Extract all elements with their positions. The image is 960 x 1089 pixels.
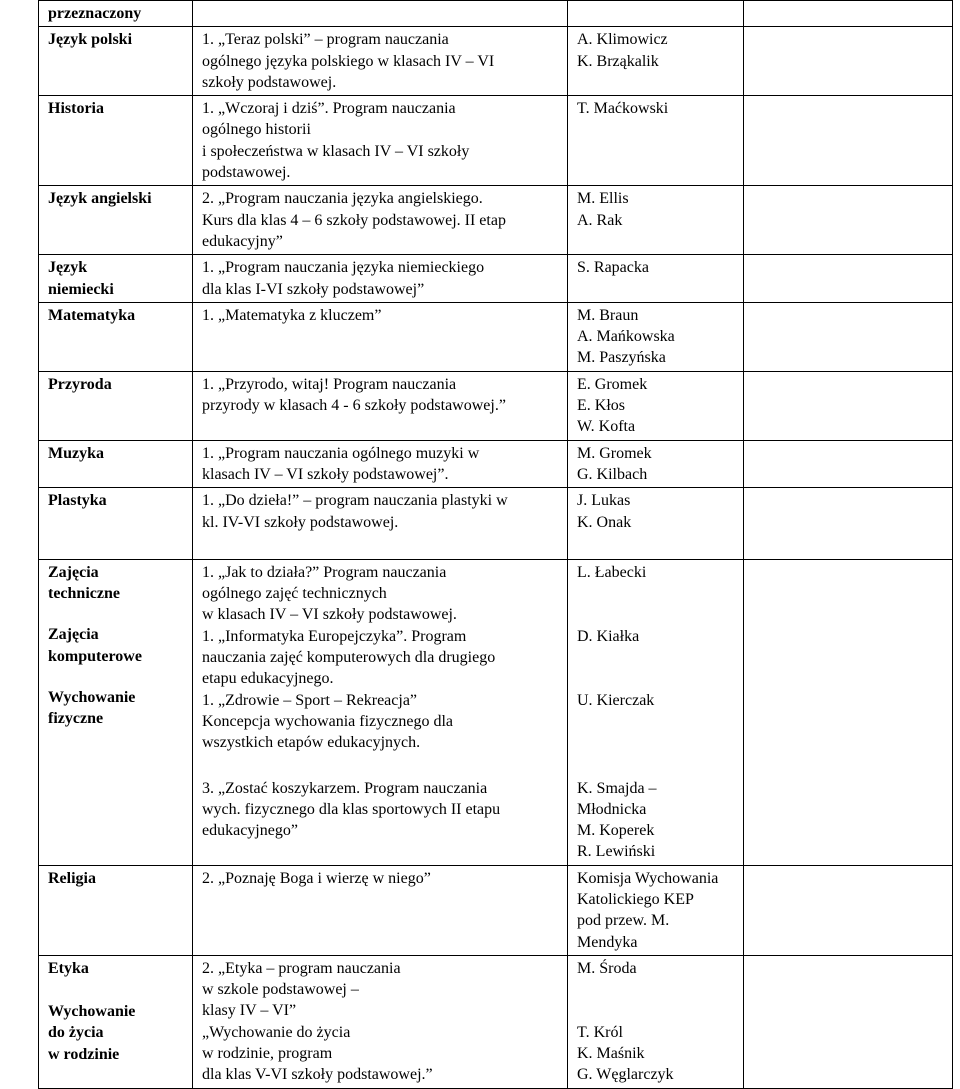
subject-cell: Język polski <box>39 27 193 96</box>
authors-cell: Komisja Wychowania Katolickiego KEP pod przew. M. Mendyka <box>568 865 744 955</box>
authors-cell: E. Gromek E. Kłos W. Kofta <box>568 371 744 440</box>
table-row <box>39 865 953 955</box>
table-row <box>39 371 953 440</box>
program-cell: 2. „Poznaję Boga i wierzę w niego” <box>193 865 568 955</box>
program-cell: 2. „Program nauczania języka angielskiego. Kurs dla klas 4 – 6 szkoły podstawowej. II etap edukacyjny” <box>193 186 568 255</box>
empty-cell <box>744 186 953 255</box>
empty-cell <box>744 96 953 186</box>
subject-cell: Zajęcia techniczne Zajęcia komputerowe Wychowanie fizyczne <box>39 559 193 865</box>
subject-cell: Przyroda <box>39 371 193 440</box>
program-cell: 1. „Wczoraj i dziś”. Program nauczania ogólnego historii i społeczeństwa w klasach IV – VI szkoły podstawowej. <box>193 96 568 186</box>
subject-cell: Muzyka <box>39 440 193 488</box>
authors-cell: L. Łabecki D. Kiałka U. Kierczak K. Smajda – Młodnicka M. Koperek R. Lewiński <box>568 559 744 865</box>
subject-cell: Język niemiecki <box>39 255 193 303</box>
authors-cell: J. Lukas K. Onak <box>568 488 744 560</box>
authors-cell: M. Ellis A. Rak <box>568 186 744 255</box>
table-row <box>39 302 953 371</box>
table-row <box>39 559 953 865</box>
authors-cell: M. Gromek G. Kilbach <box>568 440 744 488</box>
table-row <box>39 96 953 186</box>
table-row <box>39 440 953 488</box>
authors-cell <box>568 1 744 27</box>
program-cell: 1. „Do dzieła!” – program nauczania plastyki w kl. IV-VI szkoły podstawowej. <box>193 488 568 560</box>
empty-cell <box>744 559 953 865</box>
authors-cell: M. Braun A. Mańkowska M. Paszyńska <box>568 302 744 371</box>
authors-cell: A. Klimowicz K. Brząkalik <box>568 27 744 96</box>
program-cell <box>193 1 568 27</box>
empty-cell <box>744 1 953 27</box>
subject-cell: przeznaczony <box>39 1 193 27</box>
table-row <box>39 955 953 1088</box>
authors-cell: S. Rapacka <box>568 255 744 303</box>
program-cell: 1. „Przyrodo, witaj! Program nauczania przyrody w klasach 4 - 6 szkoły podstawowej.” <box>193 371 568 440</box>
program-cell: 2. „Etyka – program nauczania w szkole podstawowej – klasy IV – VI” „Wychowanie do życia w rodzinie, program dla klas V-VI szkoły podstawowej.” <box>193 955 568 1088</box>
empty-cell <box>744 27 953 96</box>
subject-cell: Język angielski <box>39 186 193 255</box>
empty-cell <box>744 955 953 1088</box>
authors-cell: M. Środa T. Król K. Maśnik G. Węglarczyk <box>568 955 744 1088</box>
program-cell: 1. „Jak to działa?” Program nauczania ogólnego zajęć technicznych w klasach IV – VI szkoły podstawowej. 1. „Informatyka Europejczyka”. Program nauczania zajęć komputerowych dla drugiego etapu edukacyjnego. 1. „Zdrowie – Sport – Rekreacja” Koncepcja wychowania fizycznego dla wszystkich etapów edukacyjnych. 3. „Zostać koszykarzem. Program nauczania wych. fizycznego dla klas sportowych II etapu edukacyjnego” <box>193 559 568 865</box>
program-cell: 1. „Program nauczania ogólnego muzyki w klasach IV – VI szkoły podstawowej”. <box>193 440 568 488</box>
table-row <box>39 255 953 303</box>
subject-cell: Matematyka <box>39 302 193 371</box>
empty-cell <box>744 440 953 488</box>
curriculum-table <box>38 0 953 1089</box>
empty-cell <box>744 488 953 560</box>
empty-cell <box>744 255 953 303</box>
table-row <box>39 27 953 96</box>
program-cell: 1. „Matematyka z kluczem” <box>193 302 568 371</box>
table-row <box>39 488 953 560</box>
empty-cell <box>744 302 953 371</box>
table-row <box>39 186 953 255</box>
empty-cell <box>744 371 953 440</box>
subject-cell: Historia <box>39 96 193 186</box>
empty-cell <box>744 865 953 955</box>
program-cell: 1. „Program nauczania języka niemieckiego dla klas I-VI szkoły podstawowej” <box>193 255 568 303</box>
document-page <box>38 0 952 1089</box>
program-cell: 1. „Teraz polski” – program nauczania ogólnego języka polskiego w klasach IV – VI szkoły podstawowej. <box>193 27 568 96</box>
authors-cell: T. Maćkowski <box>568 96 744 186</box>
subject-cell: Plastyka <box>39 488 193 560</box>
subject-cell: Religia <box>39 865 193 955</box>
table-row <box>39 1 953 27</box>
subject-cell: Etyka Wychowanie do życia w rodzinie <box>39 955 193 1088</box>
